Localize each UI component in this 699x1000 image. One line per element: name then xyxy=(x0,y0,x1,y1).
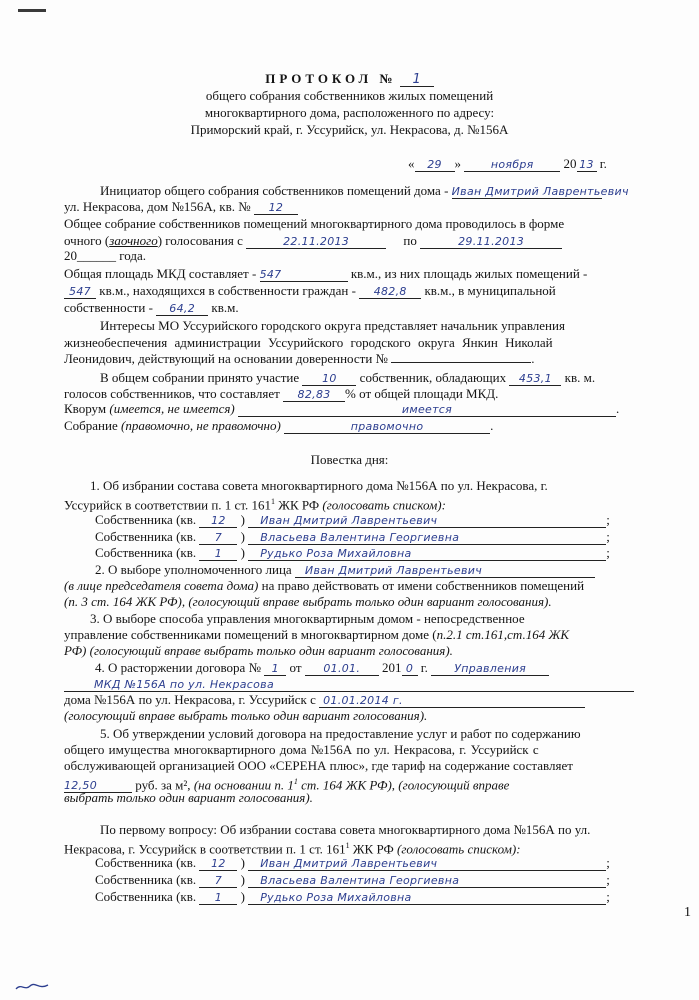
competence-value: правомочно xyxy=(350,420,424,433)
meeting-date-from: 22.11.2013 xyxy=(283,235,350,248)
first-question-owner-apt: 7 xyxy=(214,874,223,887)
tariff-value: 12,50 xyxy=(64,779,97,793)
area-municipal: 64,2 xyxy=(169,302,195,315)
first-question-owner-row: Собственника (кв. 1 ) Рудько Роза Михайловна ; xyxy=(95,889,610,904)
meeting-year-line: 20______ года. xyxy=(64,248,147,263)
protocol-date: « 29 » ноября 20 13 г. xyxy=(408,156,607,171)
date-month: ноября xyxy=(490,158,534,171)
date-year: 13 xyxy=(579,158,594,171)
agenda-item-1-line-1: 1. Об избрании состава совета многоквартирного дома №156А по ул. Некрасова, г. xyxy=(90,478,548,493)
meeting-line-1: Общее собрание собственников помещений многоквартирного дома проводилось в форме xyxy=(64,216,565,231)
termination-date: 01.01.2014 г. xyxy=(323,694,403,707)
representative-line-3: Леонидович, действующий на основании доверенности № . xyxy=(64,351,535,366)
area-line-1: Общая площадь МКД составляет - 547 кв.м., из них площадь жилых помещений - xyxy=(64,266,588,281)
date-day: 29 xyxy=(427,158,442,171)
agenda-item-3-line-3: РФ) (голосующий вправе выбрать только один вариант голосования). xyxy=(64,643,453,658)
power-of-attorney-number xyxy=(391,362,531,363)
protocol-label: ПРОТОКОЛ № xyxy=(265,71,397,86)
agenda-item-5-line-4: 12,50 руб. за м², (на основании п. $1^1$ ст. 164 ЖК РФ), (голосующий вправе xyxy=(64,777,510,793)
first-question-owner-name: Рудько Роза Михайловна xyxy=(260,891,412,904)
votes-area: 453,1 xyxy=(518,372,552,385)
first-question-owner-name: Власьева Валентина Георгиевна xyxy=(260,874,460,887)
agenda-owner-name: Иван Дмитрий Лаврентьевич xyxy=(260,514,438,527)
initiator-name: Иван Дмитрий Лаврентьевич xyxy=(451,185,629,198)
agenda-item-4-line-3: дома №156А по ул. Некрасова, г. Уссурийск с 01.01.2014 г. xyxy=(64,692,585,708)
quorum-value: имеется xyxy=(401,403,453,416)
scan-mark xyxy=(18,9,46,12)
agenda-item-5-line-2: общего имущества многоквартирного дома №156А по ул. Некрасова, г. Уссурийск с xyxy=(64,742,539,757)
agenda-owner-row: Собственника (кв. 12 ) Иван Дмитрий Лаврентьевич ; xyxy=(95,512,610,527)
participation-line-2: голосов собственников, что составляет 82,83 % от общей площади МКД. xyxy=(64,386,499,401)
agenda-item-4-line-2 xyxy=(64,676,634,692)
agenda-item-5-line-1: 5. Об утверждении условий договора на предоставление услуг и работ по содержанию xyxy=(100,726,581,741)
contract-number: 1 xyxy=(271,662,279,675)
agenda-owner-apt: 7 xyxy=(214,531,223,544)
protocol-title xyxy=(0,70,699,87)
participants-count: 10 xyxy=(322,372,337,385)
area-citizens: 482,8 xyxy=(373,285,407,298)
first-question-owner-apt: 1 xyxy=(214,891,223,904)
first-question-owner-apt: 12 xyxy=(211,857,226,870)
participation-percent: 82,83 xyxy=(297,388,331,401)
agenda-heading: Повестка дня: xyxy=(310,452,389,467)
title-line-1: общего собрания собственников жилых помещений xyxy=(205,88,494,103)
agenda-item-3-line-1: 3. О выборе способа управления многоквартирным домом - непосредственное xyxy=(90,611,525,626)
agenda-item-3-line-2: управление собственниками помещений в многоквартирном доме (п.2.1 ст.161,ст.164 ЖК xyxy=(64,627,570,642)
area-total: 547 xyxy=(259,268,282,281)
participation-line-1: В общем собрании принято участие 10 собственник, обладающих 453,1 кв. м. xyxy=(100,370,596,385)
area-line-3: собственности - 64,2 кв.м. xyxy=(64,300,239,315)
quorum-line: Кворум (имеется, не имеется) имеется . xyxy=(64,401,620,416)
agenda-item-5-line-5: выбрать только один вариант голосования). xyxy=(64,790,313,805)
agenda-item-2-line-2: (в лице председателя совета дома) на право действовать от имени собственников помещений xyxy=(64,578,585,593)
agenda-owner-row: Собственника (кв. 7 ) Власьева Валентина Георгиевна ; xyxy=(95,529,610,544)
page-number: 1 xyxy=(684,905,691,920)
agenda-owner-name: Власьева Валентина Георгиевна xyxy=(260,531,460,544)
representative-line-2: жизнеобеспечения администрации Уссурийского городского округа Янкин Николай xyxy=(64,335,553,350)
agenda-item-4-line-4: (голосующий вправе выбрать только один вариант голосования). xyxy=(64,708,428,723)
agenda-item-1-line-2: Уссурийск в соответствии п. 1 ст. $161^1$ ЖК РФ (голосовать списком): xyxy=(64,497,446,513)
contract-date: 01.01. xyxy=(323,662,361,675)
agenda-owner-name: Рудько Роза Михайловна xyxy=(260,547,412,560)
title-line-2: многоквартирного дома, расположенного по адресу: xyxy=(204,105,495,120)
meeting-date-to: 29.11.2013 xyxy=(458,235,525,248)
first-question-owner-row: Собственника (кв. 7 ) Власьева Валентина Георгиевна ; xyxy=(95,872,610,887)
meeting-line-2: очного (заочного) голосования с 22.11.2013 по 29.11.2013 xyxy=(64,233,562,249)
title-line-3: Приморский край, г. Уссурийск, ул. Некрасова, д. №156А xyxy=(190,122,509,137)
initiator-apartment: 12 xyxy=(268,201,284,214)
agenda-owner-apt: 1 xyxy=(214,547,223,560)
initiator-address: ул. Некрасова, дом №156А, кв. № 12 xyxy=(64,199,298,215)
authorized-person: Иван Дмитрий Лаврентьевич xyxy=(304,564,483,577)
first-question-line-1: По первому вопросу: Об избрании состава совета многоквартирного дома №156А по ул. xyxy=(100,822,591,837)
first-question-owner-row: Собственника (кв. 12 ) Иван Дмитрий Лаврентьевич ; xyxy=(95,855,610,870)
contract-year: 0 xyxy=(405,662,414,675)
first-question-owner-name: Иван Дмитрий Лаврентьевич xyxy=(260,857,438,870)
agenda-item-4-line-1: 4. О расторжении договора № 1 от 01.01. 201 0 г. Управления xyxy=(95,660,549,676)
agenda-owner-row: Собственника (кв. 1 ) Рудько Роза Михайловна ; xyxy=(95,545,610,560)
protocol-number: 1 xyxy=(412,72,422,87)
competence-line: Собрание (правомочно, не правомочно) правомочно . xyxy=(64,418,494,433)
area-line-2: 547 кв.м., находящихся в собственности граждан - 482,8 кв.м., в муниципальной xyxy=(64,283,556,299)
contract-organization-cont: МКД №156А по ул. Некрасова xyxy=(94,678,275,691)
area-residential: 547 xyxy=(69,285,91,298)
representative-line-1: Интересы МО Уссурийского городского округа представляет начальник управления xyxy=(100,318,565,333)
agenda-item-2-line-3: (п. 3 ст. 164 ЖК РФ), (голосующий вправе выбрать только один вариант голосования). xyxy=(64,594,552,609)
meeting-form-selected: заочного xyxy=(109,233,158,248)
agenda-item-2-line-1: 2. О выборе уполномоченного лица Иван Дмитрий Лаврентьевич xyxy=(95,562,595,578)
agenda-item-5-line-3: обслуживающей организацией ООО «СЕРЕНА плюс», где тариф на содержание составляет xyxy=(64,758,573,773)
signature-mark xyxy=(15,982,49,992)
first-question-line-2: Некрасова, г. Уссурийск в соответствии п. 1 ст. $161^1$ ЖК РФ (голосовать списком): xyxy=(64,841,521,857)
agenda-owner-apt: 12 xyxy=(211,514,226,527)
initiator-line: Инициатор общего собрания собственников помещений дома - Иван Дмитрий Лаврентьевич xyxy=(100,183,629,198)
contract-organization: Управления xyxy=(454,662,527,675)
